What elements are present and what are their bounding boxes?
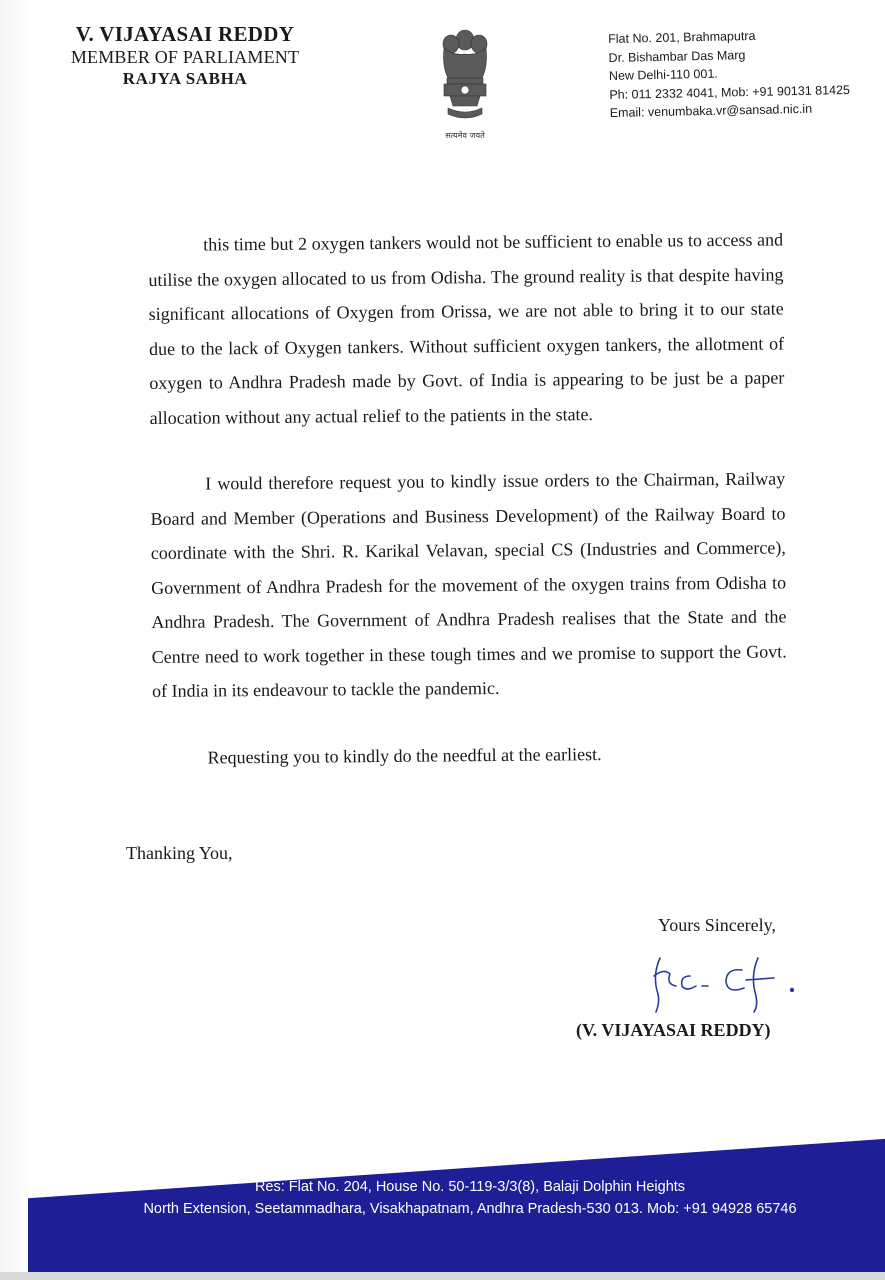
footer-line: Res: Flat No. 204, House No. 50-119-3/3(8), Balaji Dolphin Heights [254, 1179, 686, 1195]
address-line: New Delhi-110 001. [608, 66, 718, 83]
emblem-motto: सत्यमेव जयते [445, 131, 485, 140]
sender-name: V. VIJAYASAI REDDY [75, 22, 295, 46]
address-line: Flat No. 201, Brahmaputra [608, 28, 756, 46]
letter-body [148, 222, 788, 775]
address-line: Dr. Bishambar Das Marg [608, 47, 746, 65]
signer-name: (V. VIJAYASAI REDDY) [576, 1020, 771, 1040]
salutation: Yours Sincerely, [658, 915, 777, 935]
body-paragraph: I would therefore request you to kindly issue orders to the Chairman, Railway Board and Member (Operations and Business Development) of the Railway Board to coordinate with the Shri. R. Karikal Velavan, special CS (Industries and Commerce), Government of Andhra Pradesh for the movement of the oxygen trains from Odisha to Andhra Pradesh. The Government of Andhra Pradesh realises that the State and the Centre need to work together in these tough times and we promise to support the Govt. of India in its endeavour to tackle the pandemic. [150, 468, 787, 701]
national-emblem-icon [430, 26, 500, 144]
address-email: Email: venumbaka.vr@sansad.nic.in [609, 101, 813, 120]
thanks-line: Thanking You, [126, 843, 233, 863]
footer-line: North Extension, Seetammadhara, Visakhapatnam, Andhra Pradesh-530 013. Mob: +91 94928 65746 [143, 1201, 797, 1217]
body-paragraph: this time but 2 oxygen tankers would not be sufficient to enable us to access and utilise the oxygen allocated to us from Odisha. The ground reality is that despite having significant allocations of Oxygen from Orissa, we are not able to bring it to our state due to the lack of Oxygen tankers. Without sufficient oxygen tankers, the allotment of oxygen to Andhra Pradesh made by Govt. of India is appearing to be just be a paper allocation without any actual relief to the patients in the state. [148, 229, 785, 428]
sender-house: RAJYA SABHA [122, 69, 248, 88]
page-edge-shadow [0, 0, 30, 1272]
address-phone: Ph: 011 2332 4041, Mob: +91 90131 81425 [609, 82, 851, 102]
letterhead-left [60, 22, 310, 90]
body-paragraph: Requesting you to kindly do the needful at the earliest. [207, 743, 602, 767]
letterhead-address [608, 24, 880, 122]
handwritten-signature [646, 946, 816, 1016]
sender-position: MEMBER OF PARLIAMENT [70, 47, 300, 67]
footer-address [90, 1176, 850, 1220]
